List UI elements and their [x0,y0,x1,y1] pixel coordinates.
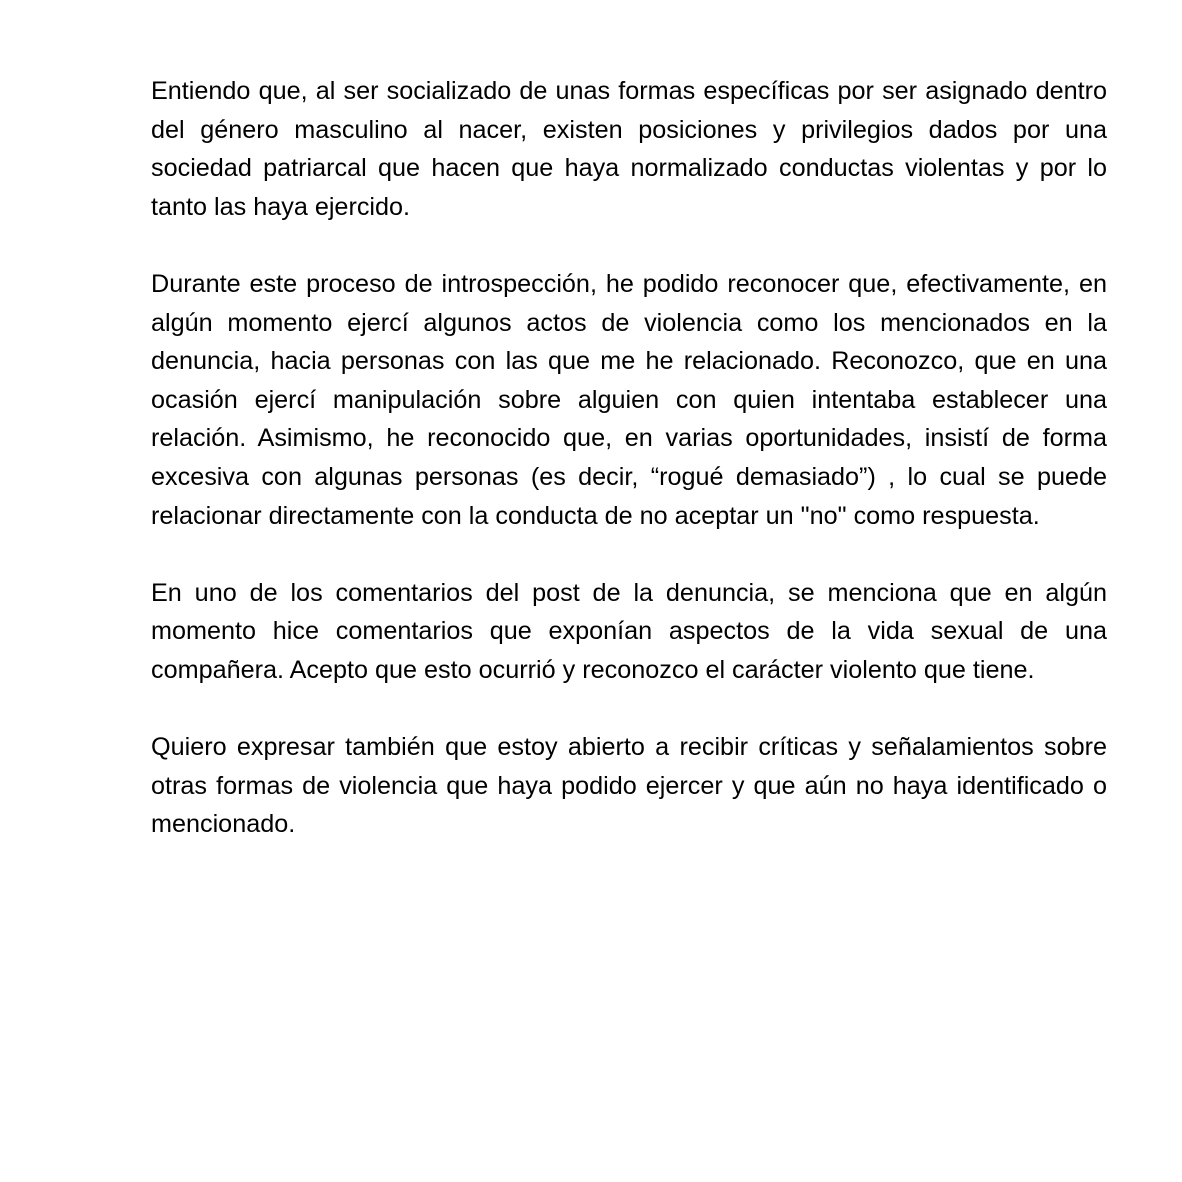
paragraph-3: En uno de los comentarios del post de la denuncia, se menciona que en algún momento hice comentarios que exponían aspectos de la vida sexual de una compañera. Acepto que esto ocurrió y reconozco el carácter violento que tiene. [151,578,1107,684]
paragraph-4: Quiero expresar también que estoy abierto a recibir críticas y señalamientos sobre otras formas de violencia que haya podido ejercer y que aún no haya identificado o mencionado. [151,733,1107,839]
paragraph-1: Entiendo que, al ser socializado de unas formas específicas por ser asignado dentro del género masculino al nacer, existen posiciones y privilegios dados por una sociedad patriarcal que hacen que haya normalizado conductas violentas y por lo tanto las haya ejercido. [151,77,1107,221]
paragraph-2: Durante este proceso de introspección, he podido reconocer que, efectivamente, en algún momento ejercí algunos actos de violencia como los mencionados en la denuncia, hacia personas con las que me he relacionado. Reconozco, que en una ocasión ejercí manipulación sobre alguien con quien intentaba establecer una relación. Asimismo, he reconocido que, en varias oportunidades, insistí de forma excesiva con algunas personas (es decir, “rogué demasiado”) , lo cual se puede relacionar directamente con la conducta de no aceptar un "no" como respuesta. [151,269,1107,530]
document-body [151,72,1107,844]
